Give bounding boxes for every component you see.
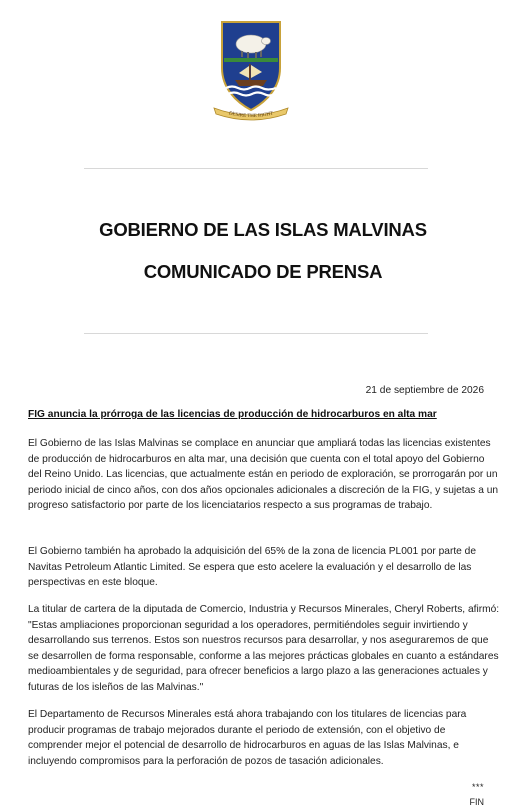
release-date: 21 de septiembre de 2026: [365, 385, 484, 396]
top-divider: [84, 168, 428, 169]
body-paragraph: El Gobierno también ha aprobado la adquisición del 65% de la zona de licencia PL001 por parte de Navitas Petroleum Atlantic Limited. Se espera que esto acelere la evaluación y el desarrollo de las perspectivas en este bloque.: [28, 546, 476, 589]
end-text: FIN: [469, 797, 484, 807]
document-type-title: COMUNICADO DE PRENSA: [143, 261, 383, 282]
body-paragraph: El Gobierno de las Islas Malvinas se complace en anunciar que ampliará todas las licencias existentes de producción de hidrocarburos en alta mar, una decisión que cuenta con el total apoyo del Gobierno del Reino Unido. Las licencias, que actualmente están en periodo de exploración, se prorrogarán por un periodo inicial de cinco años, con dos años opcionales adicionales a discreción de la FIG, y sujetas a un progreso satisfactorio por parte de los licenciatarios respecto a sus programas de trabajo.: [28, 438, 499, 512]
government-title: GOBIERNO DE LAS ISLAS MALVINAS: [99, 219, 427, 240]
end-marks: ***: [471, 782, 484, 792]
coat-of-arms-crest: [208, 14, 294, 122]
crest-motto: DESIRE THE RIGHT: [228, 111, 274, 120]
body-paragraph: El Departamento de Recursos Minerales está ahora trabajando con los titulares de licencias para producir programas de trabajo mejorados durante el periodo de extensión, con el objetivo de comprender mejor el potencial de desarrollo de hidrocarburos en aguas de las Islas Malvinas, e incluyendo compromisos para la perforación de pozos de tasación adicionales.: [28, 709, 467, 767]
release-headline: FIG anuncia la prórroga de las licencias de producción de hidrocarburos en alta mar: [28, 409, 437, 420]
bottom-divider: [84, 333, 428, 334]
body-paragraph: La titular de cartera de la diputada de Comercio, Industria y Recursos Minerales, Cheryl Roberts, afirmó: "Estas ampliaciones proporcionan seguridad a los operadores, permitiéndoles seguir invirtiendo y desarrollando sus terrenos. Estos son nuestros recursos para desarrollar, y nos aseguraremos de que se desarrollen de forma responsable, conforme a las mejores prácticas globales en cuanto a estándares medioambientales y de seguridad, para ofrecer beneficios a largo plazo a las generaciones actuales y futuras de los isleños de las Malvinas.": [28, 604, 500, 693]
